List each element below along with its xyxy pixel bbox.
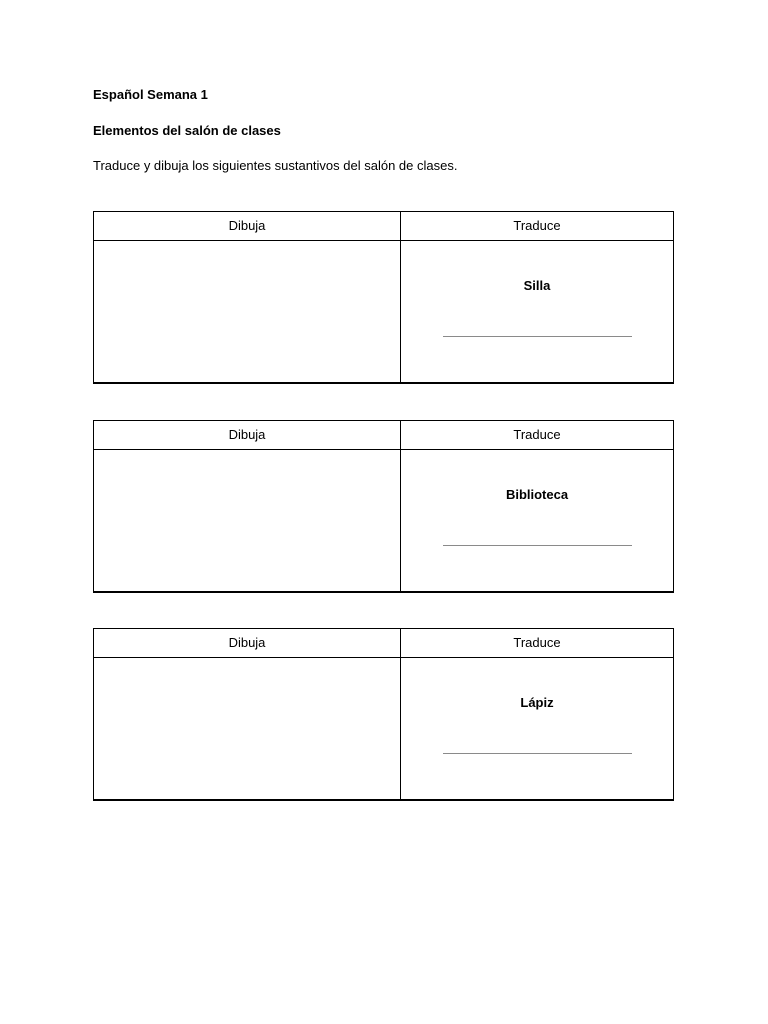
document-title: Español Semana 1 — [93, 87, 208, 102]
instructions-text: Traduce y dibuja los siguientes sustantivos del salón de clases. — [93, 158, 458, 173]
column-divider — [400, 421, 401, 591]
translation-answer-line[interactable] — [443, 545, 632, 546]
vocab-table — [93, 628, 674, 801]
drawing-area[interactable] — [94, 241, 400, 382]
drawing-area[interactable] — [94, 658, 400, 799]
vocab-word: Lápiz — [520, 695, 554, 710]
translation-answer-line[interactable] — [443, 753, 632, 754]
vocab-table — [93, 420, 674, 593]
table-header-row — [94, 421, 673, 450]
column-divider — [400, 212, 401, 382]
vocab-word: Silla — [523, 278, 551, 293]
vocab-word: Biblioteca — [505, 487, 569, 502]
header-traduce: Traduce — [513, 635, 561, 650]
header-dibuja: Dibuja — [228, 218, 266, 233]
header-traduce: Traduce — [513, 218, 561, 233]
header-dibuja: Dibuja — [228, 427, 266, 442]
drawing-area[interactable] — [94, 450, 400, 591]
column-divider — [400, 629, 401, 799]
table-header-row — [94, 212, 673, 241]
header-traduce: Traduce — [513, 427, 561, 442]
table-header-row — [94, 629, 673, 658]
translation-answer-line[interactable] — [443, 336, 632, 337]
section-title: Elementos del salón de clases — [93, 123, 281, 138]
vocab-table — [93, 211, 674, 384]
header-dibuja: Dibuja — [228, 635, 266, 650]
